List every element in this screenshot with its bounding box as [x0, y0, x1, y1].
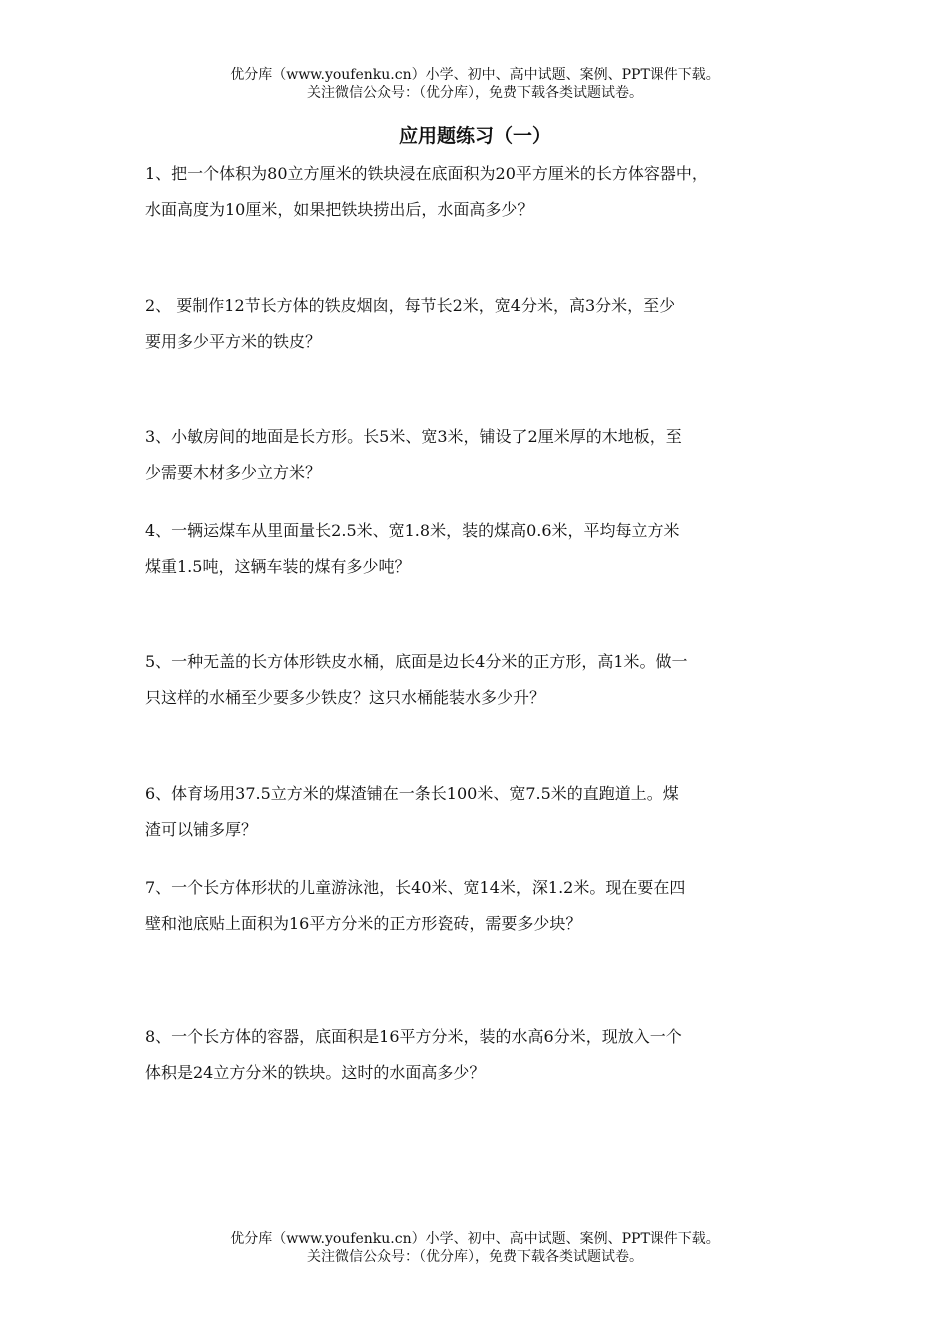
question-3	[145, 419, 825, 491]
question-text-line: 2、 要制作12节长方体的铁皮烟囱，每节长2米，宽4分米，高3分米，至少	[145, 296, 676, 315]
question-text-line: 6、体育场用37.5立方米的煤渣铺在一条长100米、宽7.5米的直跑道上。煤	[145, 784, 679, 803]
header-line-2: 关注微信公众号：（优分库），免费下载各类试题试卷。	[307, 85, 643, 101]
page-footer	[0, 1230, 950, 1266]
question-text-line: 5、一种无盖的长方体形铁皮水桶，底面是边长4分米的正方形，高1米。做一	[145, 652, 688, 671]
footer-line-2: 关注微信公众号：（优分库），免费下载各类试题试卷。	[307, 1249, 643, 1265]
question-text-line: 3、小敏房间的地面是长方形。长5米、宽3米，铺设了2厘米厚的木地板，至	[145, 427, 682, 446]
page-title: 应用题练习（一）	[398, 125, 551, 147]
question-6	[145, 776, 825, 848]
question-4	[145, 513, 825, 585]
question-1	[145, 156, 825, 228]
question-text-line: 煤重1.5吨，这辆车装的煤有多少吨？	[145, 557, 411, 576]
question-text-line: 少需要木材多少立方米？	[145, 463, 322, 482]
question-5	[145, 644, 825, 716]
question-text-line: 1、把一个体积为80立方厘米的铁块浸在底面积为20平方厘米的长方体容器中，	[145, 164, 708, 183]
question-text-line: 壁和池底贴上面积为16平方分米的正方形瓷砖，需要多少块？	[145, 914, 582, 933]
header-line-1: 优分库（www.youfenku.cn）小学、初中、高中试题、案例、PPT课件下载。	[230, 67, 720, 83]
page-header	[0, 66, 950, 102]
question-text-line: 只这样的水桶至少要多少铁皮？这只水桶能装水多少升？	[145, 688, 546, 707]
question-text-line: 体积是24立方分米的铁块。这时的水面高多少？	[145, 1063, 486, 1082]
question-text-line: 4、一辆运煤车从里面量长2.5米、宽1.8米，装的煤高0.6米，平均每立方米	[145, 521, 680, 540]
question-7	[145, 870, 825, 942]
question-text-line: 渣可以铺多厚？	[145, 820, 258, 839]
question-text-line: 8、一个长方体的容器，底面积是16平方分米，装的水高6分米，现放入一个	[145, 1027, 682, 1046]
question-text-line: 7、一个长方体形状的儿童游泳池，长40米、宽14米，深1.2米。现在要在四	[145, 878, 686, 897]
footer-line-1: 优分库（www.youfenku.cn）小学、初中、高中试题、案例、PPT课件下载。	[230, 1231, 720, 1247]
question-8	[145, 1019, 825, 1091]
question-2	[145, 288, 825, 360]
question-text-line: 水面高度为10厘米，如果把铁块捞出后，水面高多少？	[145, 200, 534, 219]
question-text-line: 要用多少平方米的铁皮？	[145, 332, 322, 351]
